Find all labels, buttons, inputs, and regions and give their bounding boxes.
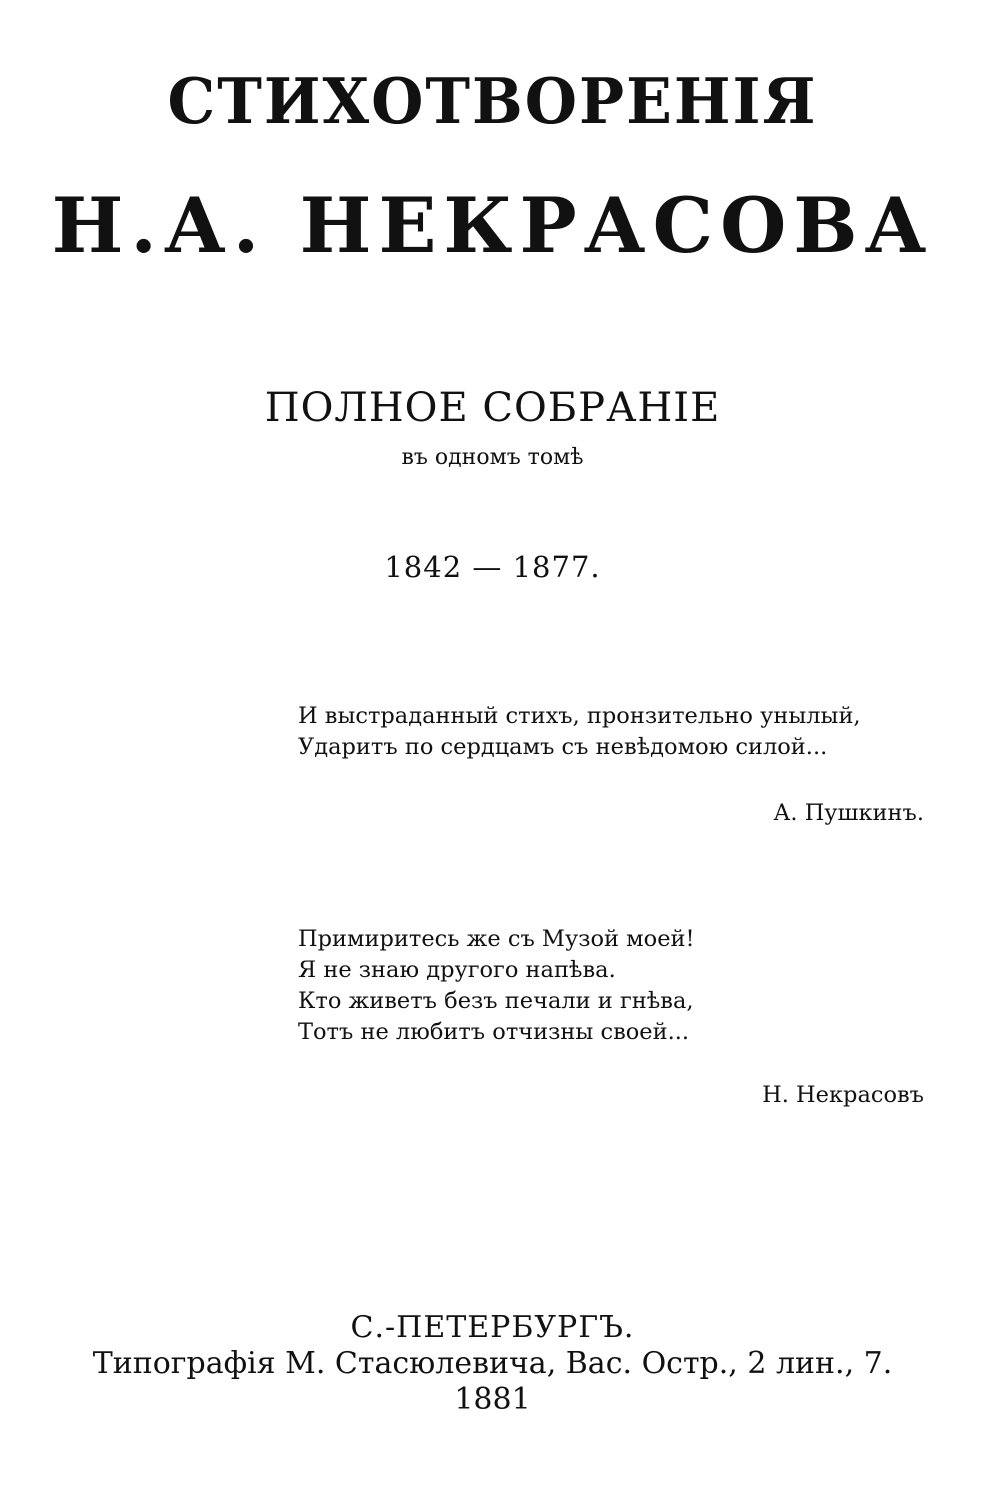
book-title-author: Н.А. НЕКРАСОВА bbox=[51, 181, 934, 270]
epigraph-author-pushkin: А. Пушкинъ. bbox=[773, 800, 924, 826]
volume-note: въ одномъ томѣ bbox=[401, 445, 584, 470]
epigraph-line: Кто живетъ безъ печали и гнѣва, bbox=[298, 988, 694, 1014]
edition-subtitle: ПОЛНОЕ СОБРАНІЕ bbox=[264, 385, 721, 431]
imprint-year: 1881 bbox=[454, 1382, 531, 1417]
epigraph-nekrasov bbox=[298, 924, 695, 1048]
epigraph-line: Ударитъ по сердцамъ съ невѣдомою силой... bbox=[298, 734, 828, 760]
imprint-printer: Типографія М. Стасюлевича, Вас. Остр., 2 лин., 7. bbox=[92, 1346, 893, 1381]
epigraph-line: Примиритесь же съ Музой моей! bbox=[298, 926, 695, 952]
imprint bbox=[0, 1310, 985, 1418]
epigraph-author-nekrasov: Н. Некрасовъ bbox=[762, 1082, 924, 1108]
epigraph-line: Я не знаю другого напѣва. bbox=[298, 957, 616, 983]
epigraph-line: И выстраданный стихъ, пронзительно унылый, bbox=[298, 703, 861, 729]
epigraph-pushkin bbox=[298, 701, 861, 763]
imprint-city: С.-ПЕТЕРБУРГЪ. bbox=[350, 1310, 635, 1345]
epigraph-line: Тотъ не любитъ отчизны своей... bbox=[298, 1019, 690, 1045]
book-title-line-1: СТИХОТВОРЕНІЯ bbox=[167, 65, 818, 139]
year-range: 1842 — 1877. bbox=[384, 550, 601, 584]
